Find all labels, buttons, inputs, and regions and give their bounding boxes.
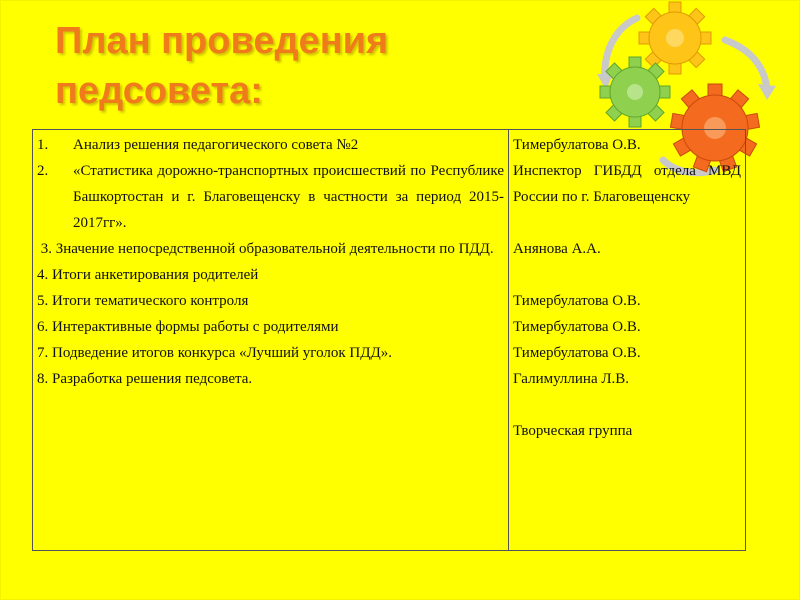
cycle-arrow-right-head (758, 84, 776, 100)
responsible-1: Тимербулатова О.В. (513, 137, 641, 153)
responsible-6: Тимербулатова О.В. (513, 345, 641, 361)
table-row (33, 130, 746, 551)
slide-title (55, 16, 575, 116)
list-item: 8. Разработка решения педсовета. (37, 371, 253, 387)
responsible-cell (509, 130, 746, 551)
list-item: 4. Итоги анкетирования родителей (37, 267, 259, 283)
list-item: 5. Итоги тематического контроля (37, 293, 249, 309)
title-line-2: педсовета: (55, 70, 263, 112)
responsible-5: Тимербулатова О.В. (513, 319, 641, 335)
list-item: 2. «Статистика дорожно-транспортных происшествий по Республике Башкортостан и г. Благовещенску в частности за период 2015-2017гг». (37, 163, 504, 231)
yellow-gear (639, 2, 711, 74)
green-gear (600, 57, 670, 127)
title-line-1: План проведения (55, 20, 389, 62)
responsible-4: Тимербулатова О.В. (513, 293, 641, 309)
list-item: 7. Подведение итогов конкурса «Лучший уголок ПДД». (37, 345, 392, 361)
list-item: 1. Анализ решения педагогического совета №2 (37, 137, 359, 153)
list-item: 6. Интерактивные формы работы с родителями (37, 319, 339, 335)
responsible-7: Галимуллина Л.В. (513, 371, 630, 387)
list-item: 3. Значение непосредственной образовательной деятельности по ПДД. (40, 241, 494, 257)
agenda-items-cell (33, 130, 509, 551)
agenda-table (32, 129, 746, 551)
responsible-3: Анянова А.А. (513, 241, 601, 257)
responsible-8: Творческая группа (513, 423, 633, 439)
responsible-2: Инспектор ГИБДД отдела МВД России по г. Благовещенску (513, 163, 741, 205)
cycle-arrow-right (725, 40, 767, 88)
